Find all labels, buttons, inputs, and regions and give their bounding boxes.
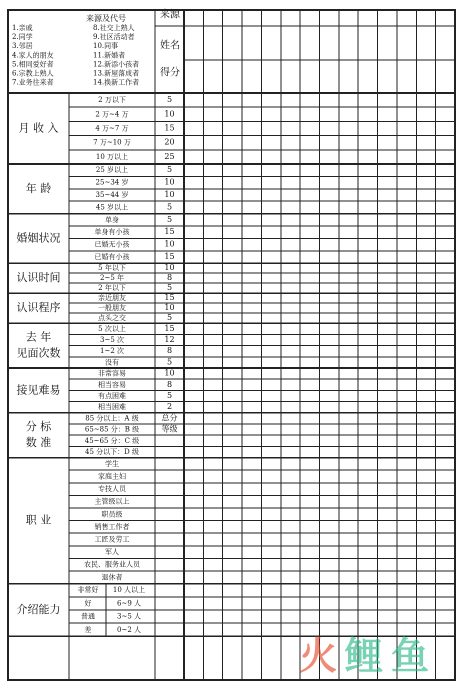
- source-code: 10.同事: [93, 42, 119, 51]
- option-label: 军人: [105, 548, 119, 557]
- option-label: 亲近朋友: [98, 294, 126, 303]
- source-code: 8.社交上熟人: [93, 24, 135, 32]
- option-label: 工匠及劳工: [94, 535, 130, 544]
- option-label: 差: [84, 625, 92, 634]
- option-label: 非常好: [77, 586, 99, 595]
- option-label: 3~5 次: [100, 336, 124, 344]
- source-code: 11.新婚者: [93, 51, 126, 60]
- option-label: 相当容易: [98, 380, 126, 389]
- option-score: 15: [164, 227, 175, 237]
- option-score: 5: [166, 214, 173, 224]
- section-title: 年 龄: [25, 181, 52, 195]
- option-label: 主管级以上: [94, 497, 130, 506]
- option-score: 10: [164, 177, 175, 187]
- option-score: 5: [166, 391, 173, 400]
- source-code: 7.业务往来者: [12, 78, 54, 87]
- option-label: 5 年以下: [98, 264, 126, 273]
- option-label: 2 万~4 万: [95, 110, 129, 119]
- option-label: 一般朋友: [98, 304, 126, 313]
- source-code: 4.家人的朋友: [12, 51, 54, 60]
- option-label: 点头之交: [98, 314, 126, 323]
- source-code: 9.社区活动者: [93, 33, 135, 42]
- option-score: 8: [166, 379, 173, 389]
- table-frame: [8, 10, 455, 680]
- source-code: 5.相同爱好者: [12, 60, 54, 69]
- option-label: 65~85 分：B 级: [84, 425, 140, 434]
- option-score: 15: [164, 293, 175, 303]
- option-label: 1~2 次: [100, 347, 124, 356]
- source-code: 6.宗教上熟人: [12, 69, 54, 78]
- section-title: 数 准: [25, 436, 52, 450]
- section-title: 婚姻状况: [16, 231, 61, 245]
- section-title: 认识程序: [16, 301, 61, 315]
- option-label: 销售工作者: [94, 522, 130, 531]
- section-title: 职 业: [25, 513, 52, 527]
- option-label: 没有: [105, 358, 119, 367]
- header-right-label: 得分: [160, 67, 180, 79]
- option-score: 5: [166, 202, 173, 212]
- option-label: 非常容易: [98, 369, 126, 378]
- option-detail: 0~2 人: [117, 625, 141, 634]
- option-label: 已婚有小孩: [94, 253, 130, 261]
- option-score: 8: [166, 346, 173, 356]
- option-score: 总分: [161, 413, 178, 423]
- option-score: 20: [164, 137, 175, 147]
- source-code: 14.换新工作者: [93, 78, 140, 87]
- watermark-char: 火: [298, 634, 338, 678]
- option-score: 5: [166, 313, 173, 323]
- source-code: 12.新添小孩者: [93, 60, 140, 69]
- option-label: 单身: [105, 215, 119, 224]
- option-score: 等级: [161, 424, 178, 434]
- option-score: 5: [166, 283, 173, 293]
- option-label: 专技人员: [98, 485, 126, 494]
- source-code: 2.同学: [12, 33, 33, 42]
- source-code: 1.亲戚: [12, 24, 33, 32]
- option-label: 10 万以上: [95, 152, 129, 161]
- option-score: 25: [164, 151, 175, 161]
- option-score: 5: [166, 95, 173, 105]
- option-score: 5: [166, 165, 173, 175]
- option-detail: 3~5 人: [117, 612, 141, 621]
- option-label: 5 次以上: [98, 324, 126, 333]
- option-score: 10: [164, 239, 175, 249]
- section-title: 介绍能力: [16, 603, 61, 616]
- section-title: 认识时间: [16, 271, 61, 285]
- option-score: 15: [164, 323, 175, 333]
- option-label: 普通: [81, 612, 95, 621]
- option-detail: 6~9 人: [117, 599, 141, 608]
- option-score: 10: [164, 303, 175, 313]
- option-label: 25 岁以上: [95, 166, 129, 175]
- option-label: 农民、服务业人员: [84, 560, 140, 569]
- option-score: 2: [166, 402, 173, 412]
- option-label: 7 万~10 万: [93, 138, 131, 147]
- option-score: 12: [164, 335, 175, 344]
- watermark-char: 鲤: [344, 634, 384, 678]
- option-label: 2 年以下: [98, 284, 126, 293]
- option-label: 4 万~7 万: [95, 124, 129, 133]
- option-label: 35~44 岁: [95, 191, 129, 199]
- option-label: 已婚无小孩: [94, 240, 130, 249]
- option-score: 10: [164, 190, 175, 199]
- option-score: 10: [164, 109, 175, 119]
- option-label: 2 万以下: [98, 96, 126, 105]
- option-label: 好: [84, 599, 92, 608]
- section-title: 月 收 入: [18, 121, 59, 135]
- section-title: 分 标: [25, 420, 52, 434]
- option-label: 职员级: [101, 510, 123, 519]
- option-label: 家庭主妇: [98, 472, 126, 481]
- section-title: 见面次数: [16, 346, 61, 360]
- option-score: 10: [164, 368, 175, 378]
- header-right-label: 来源: [160, 9, 180, 21]
- option-score: 15: [164, 123, 175, 133]
- option-score: 10: [164, 263, 175, 273]
- section-title: 去 年: [25, 330, 52, 344]
- option-label: 25~34 岁: [95, 178, 129, 187]
- option-label: 相当困难: [98, 403, 126, 412]
- option-score: 15: [164, 252, 175, 261]
- option-label: 85 分以上：A 级: [85, 414, 139, 423]
- option-label: 45 分以下：D 级: [85, 448, 139, 456]
- option-label: 2~5 年: [100, 274, 124, 283]
- source-code: 3.邻居: [12, 42, 33, 51]
- option-label: 45~65 分：C 级: [84, 436, 140, 445]
- watermark-logo: [299, 634, 429, 678]
- option-score: 5: [166, 357, 173, 367]
- header-right-label: 姓名: [160, 40, 180, 52]
- option-label: 45 岁以上: [95, 203, 129, 212]
- option-detail: 10 人以上: [112, 586, 146, 595]
- watermark-char: 鱼: [390, 634, 430, 678]
- option-label: 单身有小孩: [94, 228, 130, 237]
- option-label: 退休者: [101, 573, 123, 582]
- section-title: 接见难易: [16, 383, 61, 397]
- option-label: 学生: [105, 459, 119, 468]
- header-title: 来源及代号: [86, 14, 126, 23]
- option-label: 有点困难: [98, 392, 126, 400]
- option-score: 8: [166, 273, 173, 283]
- source-code: 13.新屋落成者: [93, 69, 140, 78]
